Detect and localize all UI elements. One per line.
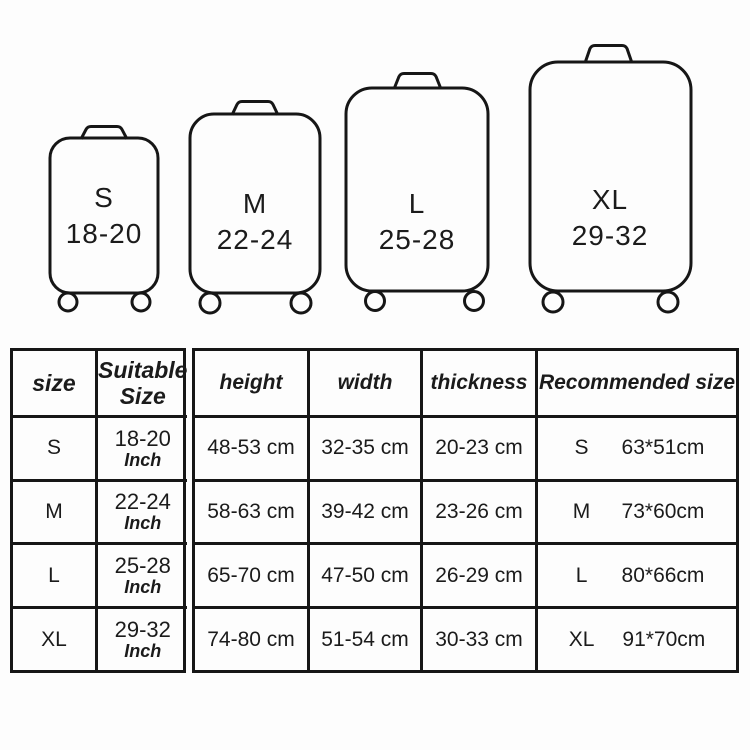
recommended-size-value: 63*51cm [621,436,705,460]
height-cell: 58-63 cm [195,479,307,543]
range-value: 29-32 [114,617,171,643]
recommended-size-letter: S [574,436,589,460]
suitable-size-cell [95,415,187,479]
suitcase-l-label [337,187,497,257]
size-cell: M [13,479,95,543]
suitcase-s-label [24,181,184,251]
suitcase-xl-label [530,183,690,253]
suitcase-size-range: 22-24 [216,224,294,255]
suitcase-size-range: 29-32 [571,220,649,251]
recommended-cell [535,542,736,606]
thickness-cell: 23-26 cm [420,479,535,543]
thickness-cell: 26-29 cm [420,542,535,606]
recommended-cell [535,415,736,479]
suitcase-m-label [175,187,335,257]
recommended-size-letter: L [575,563,588,587]
suitable-size-cell [95,479,187,543]
thickness-cell: 20-23 cm [420,415,535,479]
suitcase-body [530,62,691,291]
recommended-cell [535,606,736,670]
width-column-header: width [307,351,420,415]
suitcase-size-range: 25-28 [378,224,456,255]
suitable-size-header-line2: Size [119,382,166,409]
wheel-icon [291,293,311,313]
height-column-header: height [219,370,283,394]
recommended-cell [535,479,736,543]
size-cell: XL [13,606,95,670]
range-unit: Inch [124,641,162,662]
range-unit: Inch [124,577,162,598]
suitable-size-header-line1: Suitable [98,356,188,383]
recommended-size-letter: M [572,499,591,523]
suitcase-size-letter: L [408,188,426,219]
width-cell: 47-50 cm [307,542,420,606]
recommended-size-value: 73*60cm [621,499,705,523]
suitable-size-cell [95,606,187,670]
range-unit: Inch [124,513,162,534]
wheel-icon [658,292,678,312]
range-value: 18-20 [114,425,171,451]
width-cell: 39-42 cm [307,479,420,543]
height-cell: 48-53 cm [195,415,307,479]
wheel-icon [366,292,385,311]
recommended-size-value: 80*66cm [621,563,705,587]
wheel-icon [465,292,484,311]
size-table [10,348,186,673]
suitcase-size-letter: M [242,188,268,219]
thickness-column-header: thickness [420,351,535,415]
wheel-icon [543,292,563,312]
suitcase-xl-icon [530,46,691,313]
handle-icon [585,46,632,64]
height-cell: 74-80 cm [195,606,307,670]
wheel-icon [132,293,150,311]
range-unit: Inch [124,449,162,470]
wheel-icon [59,293,77,311]
size-cell: S [13,415,95,479]
size-column-header: size [32,369,76,396]
suitcase-size-letter: XL [591,184,629,215]
recommended-column-header: Recommended size [535,351,736,415]
suitable-size-cell [95,542,187,606]
recommended-size-letter: XL [568,627,595,651]
suitcase-illustrations [0,0,750,330]
height-cell: 65-70 cm [195,542,307,606]
width-cell: 32-35 cm [307,415,420,479]
recommended-size-value: 91*70cm [622,627,706,651]
suitable-size-column-header [95,351,187,415]
size-cell: L [13,542,95,606]
suitcase-size-letter: S [94,182,114,213]
range-value: 22-24 [114,489,171,515]
width-cell: 51-54 cm [307,606,420,670]
dimensions-table [192,348,739,673]
wheel-icon [200,293,220,313]
thickness-cell: 30-33 cm [420,606,535,670]
range-value: 25-28 [114,553,171,579]
suitcase-size-range: 18-20 [65,218,143,249]
